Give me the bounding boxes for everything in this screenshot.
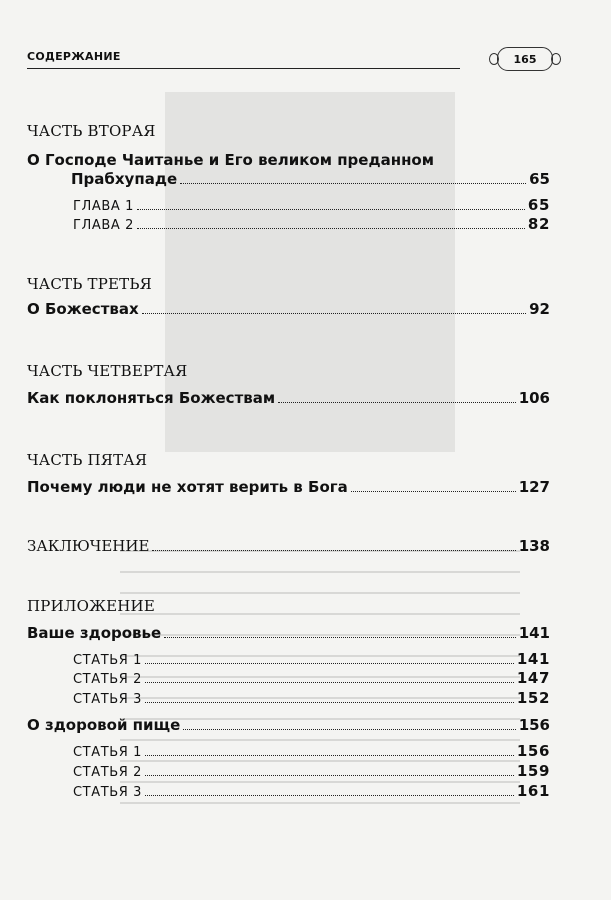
toc-entry-label: О здоровой пище (27, 716, 181, 734)
toc-sub-entry (73, 650, 550, 668)
toc-entry-page: 141 (518, 624, 550, 642)
toc-sub-label: СТАТЬЯ 3 (73, 692, 143, 707)
leader-dots (152, 549, 515, 551)
leader-dots (180, 182, 526, 184)
toc-sub-page: 152 (516, 689, 550, 707)
running-header (27, 50, 460, 69)
toc-sub-label: СТАТЬЯ 1 (73, 653, 143, 668)
leader-dots (183, 728, 515, 730)
toc-sub-page: 82 (527, 215, 550, 233)
toc-entry-label: О Божествах (27, 300, 139, 318)
leader-dots (142, 312, 526, 314)
toc-entry-page: 65 (529, 170, 550, 188)
header-title: СОДЕРЖАНИЕ (27, 50, 121, 63)
toc-entry-page: 156 (518, 716, 550, 734)
toc-entry-part-four (27, 389, 550, 407)
toc-entry-health (27, 624, 550, 642)
page-number: 165 (513, 52, 537, 66)
leader-dots (145, 794, 514, 796)
toc-sub-label: СТАТЬЯ 2 (73, 672, 143, 687)
toc-sub-label: СТАТЬЯ 2 (73, 765, 143, 780)
toc-sub-label: СТАТЬЯ 1 (73, 745, 143, 760)
part-two-entry-line1: О Господе Чаитанье и Его великом преданном (27, 151, 434, 169)
toc-entry-label: ЗАКЛЮЧЕНИЕ (27, 537, 150, 555)
toc-entry-part-three (27, 300, 550, 318)
toc-entry-page: 92 (529, 300, 550, 318)
toc-sub-entry (73, 689, 550, 707)
toc-entry-label: Прабхупаде (71, 170, 178, 188)
toc-entry-page: 127 (518, 478, 550, 496)
toc-sub-page: 141 (516, 650, 550, 668)
toc-sub-page: 147 (516, 669, 550, 687)
appendix-title: ПРИЛОЖЕНИЕ (27, 597, 155, 615)
part-three-title: ЧАСТЬ ТРЕТЬЯ (27, 275, 152, 293)
toc-entry-page: 106 (518, 389, 550, 407)
page-number-badge (497, 47, 553, 71)
leader-dots (278, 401, 516, 403)
part-four-title: ЧАСТЬ ЧЕТВЕРТАЯ (27, 362, 188, 380)
leader-dots (164, 636, 515, 638)
leader-dots (145, 774, 514, 776)
toc-entry-part-two (71, 170, 550, 188)
toc-sub-page: 65 (527, 196, 550, 214)
leader-dots (145, 681, 514, 683)
toc-sub-entry (73, 196, 550, 214)
leader-dots (145, 754, 514, 756)
toc-sub-entry (73, 669, 550, 687)
leader-dots (137, 227, 525, 229)
toc-entry-page: 138 (518, 537, 550, 555)
toc-entry-label: Как поклоняться Божествам (27, 389, 276, 407)
leader-dots (145, 662, 514, 664)
toc-entry-conclusion (27, 537, 550, 555)
toc-sub-label: ГЛАВА 2 (73, 218, 135, 233)
part-two-title: ЧАСТЬ ВТОРАЯ (27, 122, 156, 140)
toc-sub-page: 161 (516, 782, 550, 800)
toc-entry-label: Почему люди не хотят верить в Бога (27, 478, 348, 496)
leader-dots (351, 490, 516, 492)
toc-entry-food (27, 716, 550, 734)
toc-sub-page: 159 (516, 762, 550, 780)
leader-dots (137, 208, 525, 210)
toc-entry-label: Ваше здоровье (27, 624, 162, 642)
toc-sub-label: ГЛАВА 1 (73, 199, 135, 214)
leader-dots (145, 701, 514, 703)
toc-sub-label: СТАТЬЯ 3 (73, 785, 143, 800)
toc-sub-page: 156 (516, 742, 550, 760)
part-five-title: ЧАСТЬ ПЯТАЯ (27, 451, 148, 469)
toc-sub-entry (73, 762, 550, 780)
toc-sub-entry (73, 782, 550, 800)
toc-sub-entry (73, 742, 550, 760)
toc-entry-part-five (27, 478, 550, 496)
toc-sub-entry (73, 215, 550, 233)
